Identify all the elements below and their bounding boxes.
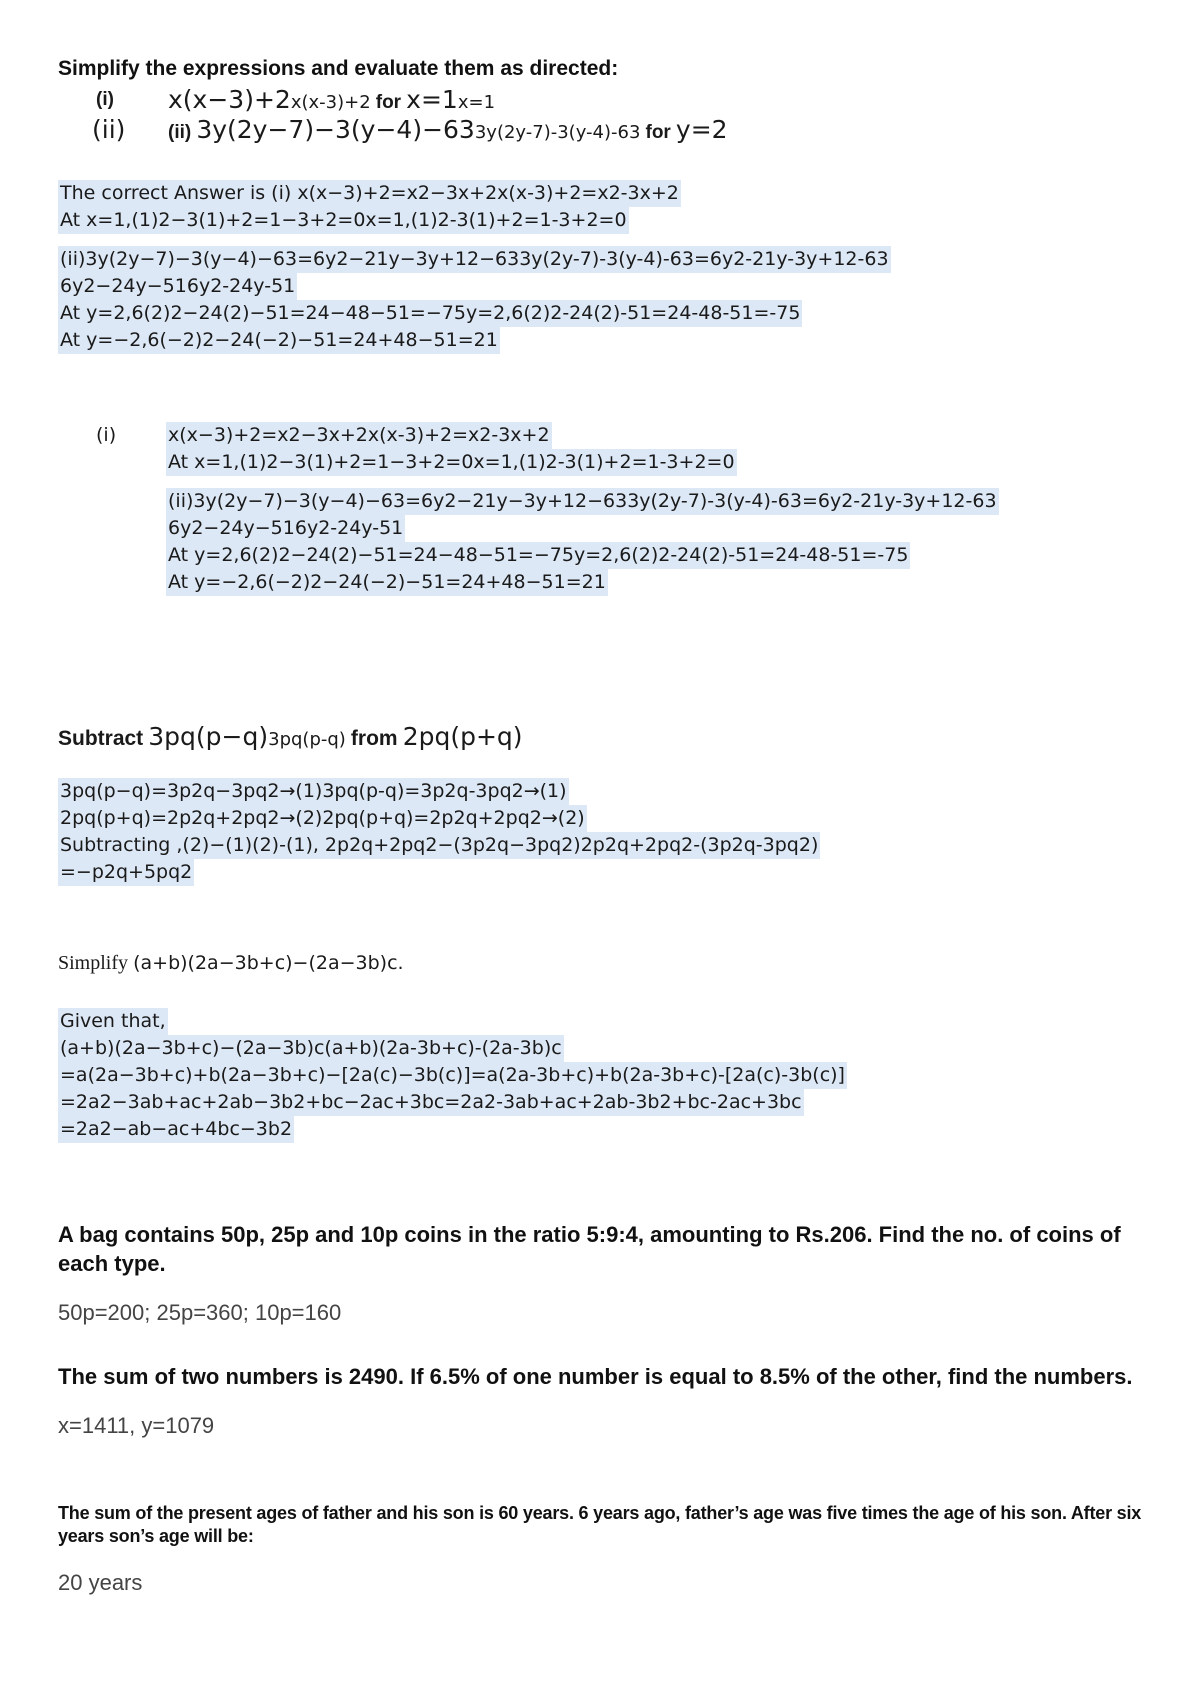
question-2-word-subtract: Subtract	[58, 727, 144, 750]
answer-1-line: At y=−2,6(−2)2−24(−2)−51=24+48−51=21	[58, 327, 500, 354]
answer-2-line: 2pq(p+q)=2p2q+2pq2→(2)2pq(p+q)=2p2q+2pq2→(2)	[58, 805, 587, 832]
answer-1-line: The correct Answer is (i) x(x−3)+2=x2−3x+2x(x-3)+2=x2-3x+2	[58, 180, 681, 207]
question-1-title: Simplify the expressions and evaluate them as directed:	[58, 57, 619, 80]
answer-1-repeat-line: 6y2−24y−516y2-24y-51	[166, 515, 405, 542]
question-5	[58, 1362, 1148, 1439]
part-2-for: for	[645, 122, 671, 143]
question-6-text: The sum of the present ages of father and his son is 60 years. 6 years ago, father’s age was five times the age of his son. After six years son’s age will be:	[58, 1503, 1142, 1546]
part-2-condition: y=2	[675, 115, 728, 144]
question-5-text: The sum of two numbers is 2490. If 6.5% of one number is equal to 8.5% of the other, find the numbers.	[58, 1364, 1133, 1389]
answer-1-repeat-line: x(x−3)+2=x2−3x+2x(x-3)+2=x2-3x+2	[166, 422, 552, 449]
question-3	[58, 952, 404, 975]
question-3-expression: (a+b)(2a−3b+c)−(2a−3b)c.	[133, 952, 404, 974]
question-1-part-1	[58, 85, 1148, 115]
part-1-content	[168, 85, 495, 114]
question-5-answer: x=1411, y=1079	[58, 1413, 215, 1438]
question-2-expression-2: 2pq(p+q)	[402, 722, 523, 751]
answer-3-line: =2a2−3ab+ac+2ab−3b2+bc−2ac+3bc=2a2-3ab+ac+2ab-3b2+bc-2ac+3bc	[58, 1089, 804, 1116]
answer-1-line: (ii)3y(2y−7)−3(y−4)−63=6y2−21y−3y+12−633y(2y-7)-3(y-4)-63=6y2-21y-3y+12-63	[58, 246, 891, 273]
question-2	[58, 722, 523, 751]
part-1-expression: x(x−3)+2	[168, 85, 291, 114]
question-1	[58, 56, 1148, 149]
part-1-condition: x=1	[406, 85, 458, 114]
question-3-word: Simplify	[58, 952, 129, 974]
answer-3-line: =a(2a−3b+c)+b(2a−3b+c)−[2a(c)−3b(c)]=a(2a-3b+c)+b(2a-3b+c)-[2a(c)-3b(c)]	[58, 1062, 847, 1089]
answer-2	[58, 778, 820, 886]
part-2-content	[168, 115, 728, 144]
answer-3-line: (a+b)(2a−3b+c)−(2a−3b)c(a+b)(2a-3b+c)-(2a-3b)c	[58, 1035, 564, 1062]
answer-1-repeat-line: At y=2,6(2)2−24(2)−51=24−48−51=−75y=2,6(2)2-24(2)-51=24-48-51=-75	[166, 542, 910, 569]
question-2-expression-1-plain: 3pq(p-q)	[268, 729, 346, 750]
answer-1-line: 6y2−24y−516y2-24y-51	[58, 273, 297, 300]
part-2-label: (ii)	[92, 115, 126, 144]
question-4	[58, 1220, 1148, 1326]
answer-3	[58, 1008, 847, 1143]
question-6-answer: 20 years	[58, 1570, 143, 1595]
part-1-label: (i)	[96, 89, 114, 110]
answer-1-repeat-label: (i)	[96, 424, 117, 446]
question-1-part-2	[58, 115, 1148, 149]
answer-1-repeat-line: At y=−2,6(−2)2−24(−2)−51=24+48−51=21	[166, 569, 608, 596]
answer-2-line: Subtracting ,(2)−(1)(2)-(1), 2p2q+2pq2−(3p2q−3pq2)2p2q+2pq2-(3p2q-3pq2)	[58, 832, 820, 859]
answer-3-line: Given that,	[58, 1008, 168, 1035]
answer-1-line: At y=2,6(2)2−24(2)−51=24−48−51=−75y=2,6(2)2-24(2)-51=24-48-51=-75	[58, 300, 802, 327]
answer-3-line: =2a2−ab−ac+4bc−3b2	[58, 1116, 294, 1143]
part-1-expression-plain: x(x-3)+2	[290, 92, 371, 113]
part-2-inner-label: (ii)	[168, 122, 192, 143]
part-2-expression: 3y(2y−7)−3(y−4)−63	[196, 115, 475, 144]
question-2-expression-1: 3pq(p−q)	[148, 722, 269, 751]
part-1-condition-plain: x=1	[457, 92, 496, 113]
answer-1	[58, 180, 891, 354]
answer-1-repeat-line: (ii)3y(2y−7)−3(y−4)−63=6y2−21y−3y+12−633y(2y-7)-3(y-4)-63=6y2-21y-3y+12-63	[166, 488, 999, 515]
answer-2-line: =−p2q+5pq2	[58, 859, 194, 886]
question-2-word-from: from	[350, 727, 398, 750]
answer-1-repeat-line: At x=1,(1)2−3(1)+2=1−3+2=0x=1,(1)2-3(1)+2=1-3+2=0	[166, 449, 737, 476]
part-1-for: for	[375, 92, 402, 113]
question-6	[58, 1502, 1148, 1596]
part-2-expression-plain: 3y(2y-7)-3(y-4)-63	[474, 122, 641, 143]
question-4-text: A bag contains 50p, 25p and 10p coins in the ratio 5:9:4, amounting to Rs.206. Find the no. of coins of each type.	[58, 1222, 1121, 1276]
answer-1-line: At x=1,(1)2−3(1)+2=1−3+2=0x=1,(1)2-3(1)+2=1-3+2=0	[58, 207, 629, 234]
answer-2-line: 3pq(p−q)=3p2q−3pq2→(1)3pq(p-q)=3p2q-3pq2→(1)	[58, 778, 569, 805]
question-4-answer: 50p=200; 25p=360; 10p=160	[58, 1300, 342, 1325]
